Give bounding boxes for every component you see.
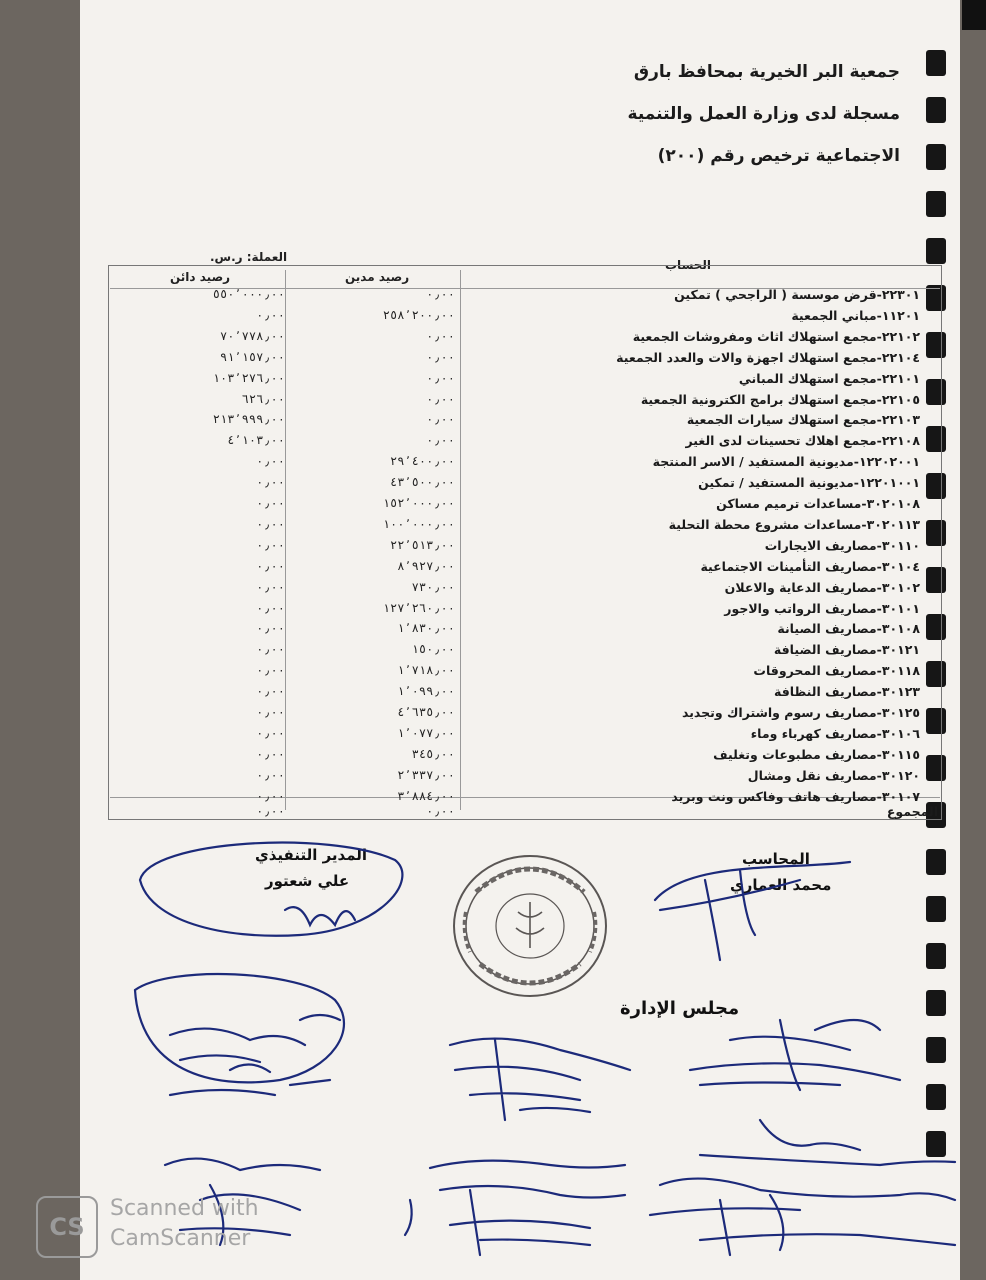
credit-cell: ٠٫٠٠ [256,705,285,719]
debit-cell: ١٬٨٣٠٫٠٠ [397,621,455,636]
watermark-line2: CamScanner [110,1226,251,1251]
accountant-title: المحاسب [742,850,810,868]
table-row [110,493,940,514]
debit-cell: ١٢٧٬٢٦٠٫٠٠ [382,600,455,615]
credit-cell: ٥٥٠٬٠٠٠٫٠٠ [212,287,285,301]
account-cell: ٣٠٢٠١١٣-مساعدات مشروع محطة التحلية [668,516,920,532]
binding-hole [926,896,946,922]
account-cell: ٣٠١٢٣-مصاريف النظافة [774,684,920,700]
credit-cell: ٠٫٠٠ [256,579,285,594]
table-row [110,660,940,681]
binding-hole [926,943,946,969]
table-row [110,598,940,619]
debit-cell: ٣٬٨٨٤٫٠٠ [397,788,455,803]
credit-cell: ٠٫٠٠ [256,746,285,761]
debit-cell: ٣٤٥٫٠٠ [411,746,455,761]
table-row [110,347,940,368]
table-row [110,723,940,744]
debit-cell: ٨٬٩٢٧٫٠٠ [397,558,455,573]
watermark-line1: Scanned with [110,1196,259,1221]
debit-cell: ٧٣٠٫٠٠ [411,579,455,594]
binding-hole [926,990,946,1016]
account-cell: ٣٠١٠١-مصاريف الرواتب والاجور [724,600,920,616]
table-row [110,451,940,472]
debit-cell: ٢٬٣٣٧٫٠٠ [397,767,455,782]
credit-cell: ١٠٣٬٢٧٦٫٠٠ [212,370,285,385]
header-debit: رصيد مدين [345,270,410,284]
account-cell: ٢٢١٠٨-مجمع اهلاك تحسينات لدى الغير [685,433,920,449]
director-name: علي شعتور [265,872,350,890]
table-row [110,389,940,410]
binding-hole [926,238,946,264]
account-cell: ٣٠١٢٠-مصاريف نقل ومشال [747,767,920,783]
debit-cell: ١٬٠٧٧٫٠٠ [397,725,455,740]
debit-cell: ٠٫٠٠ [426,287,455,301]
board-label: مجلس الإدارة [620,998,740,1019]
account-cell: ١٢٢٠٢٠٠١-مديونية المستفيد / الاسر المنتجة [652,454,920,470]
credit-cell: ٠٫٠٠ [256,767,285,782]
total-row [110,801,940,822]
debit-cell: ٠٫٠٠ [426,349,455,364]
debit-cell: ٤٬٦٣٥٫٠٠ [397,705,455,719]
debit-cell: ١٥٠٫٠٠ [411,642,455,657]
credit-cell: ٠٫٠٠ [256,496,285,510]
credit-cell: ٠٫٠٠ [256,558,285,573]
binding-hole [926,1037,946,1063]
director-title: المدير التنفيذي [255,846,368,864]
debit-cell: ٤٣٬٥٠٠٫٠٠ [389,475,455,490]
org-registration: مسجلة لدى وزارة العمل والتنمية [627,104,900,124]
account-cell: ٣٠٢٠١٠٨-مساعدات ترميم مساكن [716,496,920,511]
binding-hole [926,50,946,76]
credit-cell: ٦٢٦٫٠٠ [241,391,285,406]
table-row [110,681,940,702]
account-cell: ٣٠١٠٢-مصاريف الدعاية والاعلان [724,579,920,595]
account-cell: ١١٢٠١-مباني الجمعية [791,307,920,323]
credit-cell: ٠٫٠٠ [256,475,285,490]
account-cell: ٣٠١٠٦-مصاريف كهرباء وماء [750,725,920,741]
total-debit: ٠٫٠٠ [426,804,455,818]
credit-cell: ٠٫٠٠ [256,307,285,322]
credit-cell: ٠٫٠٠ [256,454,285,469]
accountant-name: محمد العماري [730,876,832,894]
debit-cell: ١٬٧١٨٫٠٠ [397,663,455,678]
table-row [110,326,940,347]
account-cell: ١٢٢٠١٠٠١-مديونية المستفيد / تمكين [698,475,920,491]
account-cell: ٣٠١٠٨-مصاريف الصيانة [777,621,920,637]
debit-cell: ٢٥٨٬٢٠٠٫٠٠ [382,307,455,322]
total-credit: ٠٫٠٠ [256,804,285,818]
credit-cell: ٧٠٬٧٧٨٫٠٠ [219,328,285,343]
table-row [110,535,940,556]
account-cell: ٢٢١٠٣-مجمع استهلاك سيارات الجمعية [686,412,920,428]
credit-cell: ٠٫٠٠ [256,537,285,552]
org-license: الاجتماعية ترخيص رقم (٢٠٠) [657,146,900,166]
currency-label: العملة: ر.س. [210,250,288,264]
debit-cell: ٢٩٬٤٠٠٫٠٠ [389,454,455,469]
account-cell: ٣٠١١٨-مصاريف المحروقات [753,663,920,679]
official-seal [450,852,610,1000]
binding-hole [926,97,946,123]
account-cell: ٢٢١٠٥-مجمع استهلاك برامج الكترونية الجمعية [640,391,920,407]
table-row [110,618,940,639]
credit-cell: ٠٫٠٠ [256,684,285,699]
account-cell: ٣٠١٢٥-مصاريف رسوم واشتراك وتجديد [682,705,920,720]
header-account: الحساب [665,258,712,272]
debit-cell: ٠٫٠٠ [426,328,455,343]
credit-cell: ٠٫٠٠ [256,516,285,531]
credit-cell: ٩١٬١٥٧٫٠٠ [219,349,285,364]
debit-cell: ١٠٠٬٠٠٠٫٠٠ [382,516,455,531]
camscanner-watermark [36,1196,276,1260]
table-row [110,472,940,493]
org-name: جمعية البر الخيرية بمحافظ بارق [633,62,900,82]
binding-hole [926,191,946,217]
binder-clip [962,0,986,30]
binding-hole [926,1084,946,1110]
table-row [110,702,940,723]
table-row [110,430,940,451]
binding-hole [926,144,946,170]
debit-cell: ٠٫٠٠ [426,412,455,427]
account-cell: ٢٢١٠٤-مجمع استهلاك اجهزة والات والعدد الجمعية [616,349,920,365]
credit-cell: ٠٫٠٠ [256,600,285,615]
table-row [110,744,940,765]
header-credit: رصيد دائن [170,270,231,284]
debit-cell: ٢٢٬٥١٣٫٠٠ [389,537,455,552]
table-row [110,556,940,577]
credit-cell: ٠٫٠٠ [256,621,285,636]
credit-cell: ٠٫٠٠ [256,788,285,803]
table-row [110,765,940,786]
account-cell: ٣٠١٠٧-مصاريف هاتف وفاكس ونت وبريد [671,788,920,804]
binding-hole [926,1131,946,1157]
account-cell: ٣٠١٠٤-مصاريف التأمينات الاجتماعية [700,558,920,574]
table-row [110,409,940,430]
table-row [110,284,940,305]
credit-cell: ٠٫٠٠ [256,642,285,657]
credit-cell: ٤٬١٠٣٫٠٠ [227,433,285,448]
credit-cell: ٢١٣٬٩٩٩٫٠٠ [212,412,285,427]
table-row [110,639,940,660]
account-cell: ٢٢٣٠١-قرض موسسة ( الراجحي ) تمكين [674,287,920,302]
table-row [110,577,940,598]
credit-cell: ٠٫٠٠ [256,725,285,740]
account-cell: ٣٠١٢١-مصاريف الضيافة [773,642,920,658]
account-cell: ٣٠١١٥-مصاريف مطبوعات وتغليف [713,746,920,762]
table-row [110,368,940,389]
total-label: المجموع [886,804,938,819]
table-row [110,305,940,326]
debit-cell: ١٥٢٬٠٠٠٫٠٠ [382,496,455,510]
debit-cell: ١٬٠٩٩٫٠٠ [397,684,455,699]
binding-hole [926,849,946,875]
camscanner-logo-icon: CS [36,1196,98,1258]
credit-cell: ٠٫٠٠ [256,663,285,678]
account-cell: ٣٠١١٠-مصاريف الايجارات [764,537,920,553]
debit-cell: ٠٫٠٠ [426,391,455,406]
account-cell: ٢٢١٠٢-مجمع استهلاك اثاث ومفروشات الجمعية [632,328,920,344]
debit-cell: ٠٫٠٠ [426,433,455,448]
table-row [110,514,940,535]
debit-cell: ٠٫٠٠ [426,370,455,385]
account-cell: ٢٢١٠١-مجمع استهلاك المباني [738,370,920,386]
